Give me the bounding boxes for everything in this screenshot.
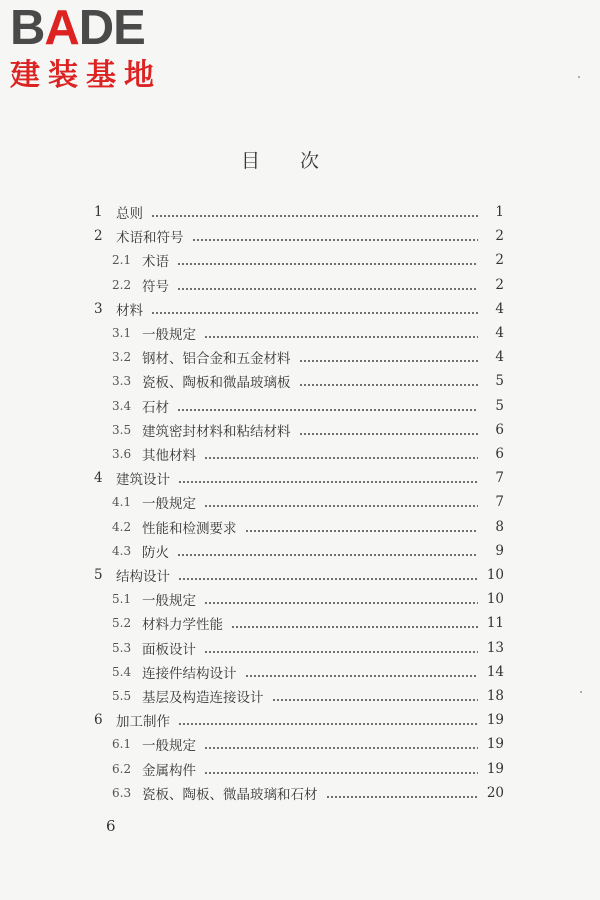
toc-dot-leader (151, 312, 478, 314)
toc-dot-leader (177, 263, 478, 265)
toc-entry-page: 19 (486, 736, 504, 753)
toc-entry-title: 符号 (142, 278, 169, 295)
toc-entry-title: 结构设计 (116, 569, 170, 585)
toc-entry-number: 4.2 (112, 519, 132, 534)
toc-dot-leader (204, 651, 478, 653)
toc-entry (0, 709, 600, 731)
toc-dot-leader (178, 578, 478, 580)
toc-entry-title: 总则 (116, 206, 143, 222)
toc-entry (0, 322, 600, 344)
toc-entry (0, 201, 600, 223)
toc-entry-title: 加工制作 (116, 714, 170, 731)
toc-entry (0, 225, 600, 247)
toc-entry-page: 2 (495, 276, 504, 293)
toc-entry-page: 19 (486, 760, 504, 777)
toc-dot-leader (178, 481, 478, 483)
scan-speck (578, 76, 580, 78)
page-title: 目次 (240, 150, 359, 172)
toc-entry-number: 3.2 (112, 350, 132, 365)
toc-entry (0, 298, 600, 320)
toc-dot-leader (204, 505, 478, 507)
toc-entry-page: 5 (495, 373, 504, 390)
toc-entry (0, 733, 600, 755)
toc-entry (0, 637, 600, 659)
toc-entry-page: 2 (495, 228, 504, 245)
toc-dot-leader (204, 772, 478, 774)
toc-entry (0, 249, 600, 271)
toc-entry (0, 540, 600, 562)
toc-entry-number: 5.5 (112, 689, 132, 703)
toc-entry-page: 7 (495, 470, 504, 487)
toc-dot-leader (326, 796, 479, 798)
toc-entry-page: 8 (495, 518, 504, 535)
toc-entry-page: 7 (495, 494, 504, 511)
toc-entry-page: 13 (486, 639, 504, 656)
toc-dot-leader (245, 675, 479, 677)
toc-dot-leader (272, 699, 479, 701)
logo-subtitle: 建装基地 (10, 58, 162, 93)
toc-entry-number: 5.2 (112, 616, 132, 631)
toc-dot-leader (177, 554, 478, 556)
toc-entry-number: 3.6 (112, 447, 132, 461)
toc-entry-number: 4.1 (112, 495, 132, 510)
bade-logo (10, 1, 180, 99)
toc-entry-title: 瓷板、陶板、微晶玻璃和石材 (142, 786, 318, 803)
toc-dot-leader (192, 239, 479, 241)
toc-entry-number: 5.1 (112, 592, 132, 607)
toc-entry-page: 6 (495, 446, 504, 462)
toc-entry-number: 4 (94, 470, 103, 487)
toc-dot-leader (299, 360, 479, 362)
toc-entry-title: 材料力学性能 (142, 617, 223, 634)
logo-accent-letter: A (44, 1, 79, 55)
toc-entry-page: 5 (495, 397, 504, 414)
toc-entry-number: 6.2 (112, 761, 132, 776)
toc-entry-title: 基层及构造连接设计 (142, 690, 264, 706)
toc-entry (0, 758, 600, 780)
toc-entry-number: 1 (94, 204, 103, 220)
toc-entry-page: 4 (495, 300, 504, 317)
toc-entry-number: 2.2 (112, 277, 132, 292)
toc-entry-title: 术语 (142, 254, 169, 271)
toc-entry-title: 一般规定 (142, 593, 196, 610)
toc-entry-number: 2 (94, 228, 103, 245)
toc-dot-leader (177, 409, 478, 411)
toc-entry-page: 18 (486, 688, 504, 704)
toc-entry-number: 3.5 (112, 422, 132, 437)
toc-entry-title: 性能和检测要求 (142, 520, 237, 537)
toc-entry (0, 685, 600, 707)
toc-entry-page: 19 (486, 712, 504, 729)
toc-entry-page: 11 (486, 615, 504, 632)
toc-entry-title: 石材 (142, 399, 169, 416)
toc-entry-title: 金属构件 (142, 762, 196, 779)
toc-entry-number: 6.1 (112, 737, 132, 752)
toc-entry (0, 467, 600, 489)
toc-entry-number: 3.4 (112, 398, 132, 413)
toc-dot-leader (204, 457, 478, 459)
toc-dot-leader (245, 530, 479, 532)
page-number: 6 (106, 817, 116, 835)
toc-entry-number: 3.1 (112, 326, 132, 340)
toc-entry-number: 5.3 (112, 640, 132, 655)
toc-entry-number: 6 (94, 712, 103, 729)
toc-dot-leader (231, 626, 478, 628)
toc-entry-title: 一般规定 (142, 327, 196, 343)
toc-entry (0, 516, 600, 538)
toc-entry (0, 782, 600, 804)
toc-entry-number: 3.3 (112, 374, 132, 389)
toc-entry-page: 14 (486, 663, 504, 680)
toc-dot-leader (204, 602, 478, 604)
toc-entry-title: 面板设计 (142, 641, 196, 658)
toc-entry-title: 一般规定 (142, 738, 196, 755)
scan-speck (580, 691, 582, 693)
toc-entry (0, 661, 600, 683)
toc-entry (0, 346, 600, 368)
toc-dot-leader (178, 723, 478, 725)
toc-entry-number: 3 (94, 300, 103, 317)
toc-dot-leader (299, 384, 479, 386)
toc-entry (0, 564, 600, 586)
toc-entry-title: 连接件结构设计 (142, 665, 237, 682)
toc-entry-title: 一般规定 (142, 496, 196, 513)
toc-entry-page: 9 (495, 542, 504, 559)
toc-entry (0, 588, 600, 610)
toc-entry-title: 钢材、铝合金和五金材料 (142, 351, 291, 368)
toc-entry-title: 其他材料 (142, 448, 196, 464)
toc-dot-leader (204, 747, 478, 749)
toc-entry-title: 防火 (142, 544, 169, 561)
toc-entry-title: 术语和符号 (116, 230, 184, 247)
toc-entry (0, 612, 600, 634)
toc-entry-title: 材料 (116, 302, 143, 319)
toc-entry-page: 10 (486, 591, 504, 608)
toc-entry (0, 274, 600, 296)
toc-entry (0, 395, 600, 417)
toc-entry (0, 491, 600, 513)
toc-entry (0, 419, 600, 441)
toc-dot-leader (299, 433, 479, 435)
toc-entry-page: 1 (495, 204, 504, 220)
toc-entry-page: 4 (495, 349, 504, 366)
toc-dot-leader (177, 288, 478, 290)
toc-entry-page: 6 (495, 421, 504, 438)
toc-dot-leader (151, 215, 478, 217)
toc-entry-page: 20 (486, 784, 504, 801)
toc-entry-title: 建筑密封材料和粘结材料 (142, 423, 291, 440)
toc-entry-page: 4 (495, 325, 504, 341)
toc-entry-page: 2 (495, 252, 504, 269)
toc-entry-title: 瓷板、陶板和微晶玻璃板 (142, 375, 291, 392)
toc-entry-number: 2.1 (112, 253, 132, 268)
toc-entry (0, 443, 600, 465)
toc-entry-number: 5 (94, 567, 103, 583)
toc-entry-title: 建筑设计 (116, 472, 170, 489)
toc-entry-number: 5.4 (112, 664, 132, 679)
toc-entry (0, 370, 600, 392)
toc-dot-leader (204, 336, 478, 338)
toc-entry-number: 4.3 (112, 543, 132, 558)
toc-entry-number: 6.3 (112, 785, 132, 800)
logo-wordmark: BADE (10, 1, 145, 55)
toc-entry-page: 10 (486, 567, 504, 583)
